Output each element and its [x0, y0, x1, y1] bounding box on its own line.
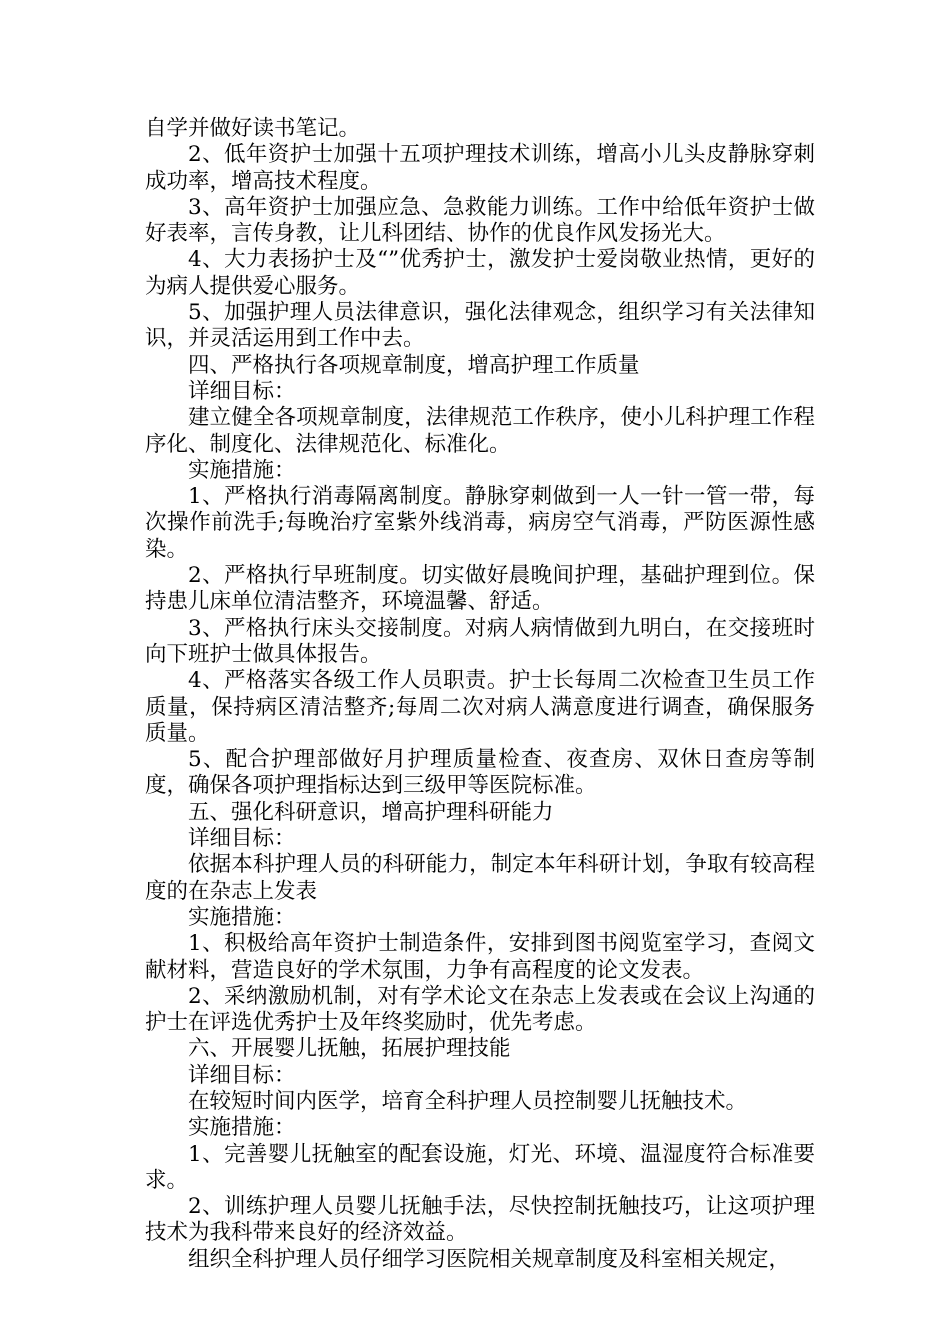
paragraph: 依据本科护理人员的科研能力，制定本年科研计划，争取有较高程度的在杂志上发表 — [145, 852, 815, 904]
subheading: 实施措施： — [188, 457, 296, 483]
paragraph: 4、大力表扬护士及“”优秀护士，激发护士爱岗敬业热情，更好的为病人提供爱心服务。 — [145, 247, 815, 299]
paragraph: 3、高年资护士加强应急、急救能力训练。工作中给低年资护士做好表率，言传身教，让儿科团结、协作的优良作风发扬光大。 — [145, 194, 815, 247]
paragraph: 4、严格落实各级工作人员职责。护士长每周二次检查卫生员工作质量，保持病区清洁整齐;每周二次对病人满意度进行调查，确保服务质量。 — [145, 668, 815, 746]
paragraph: 1、积极给高年资护士制造条件，安排到图书阅览室学习，查阅文献材料，营造良好的学术氛围，力争有高程度的论文发表。 — [145, 931, 815, 983]
paragraph: 5、配合护理部做好月护理质量检查、夜查房、双休日查房等制度，确保各项护理指标达到三级甲等医院标准。 — [145, 747, 815, 799]
paragraph: 1、完善婴儿抚触室的配套设施，灯光、环境、温湿度符合标准要求。 — [145, 1141, 815, 1193]
paragraph: 组织全科护理人员仔细学习医院相关规章制度及科室相关规定， — [188, 1246, 791, 1272]
paragraph: 5、加强护理人员法律意识，强化法律观念，组织学习有关法律知识，并灵活运用到工作中去。 — [145, 300, 815, 352]
subheading: 实施措施： — [188, 1115, 296, 1141]
paragraph: 在较短时间内医学，培育全科护理人员控制婴儿抚触技术。 — [188, 1088, 748, 1114]
paragraph: 2、低年资护士加强十五项护理技术训练，增高小儿头皮静脉穿刺成功率，增高技术程度。 — [145, 142, 815, 194]
paragraph: 3、严格执行床头交接制度。对病人病情做到九明白，在交接班时向下班护士做具体报告。 — [145, 615, 815, 667]
subheading: 实施措施： — [188, 904, 296, 930]
paragraph: 建立健全各项规章制度，法律规范工作秩序，使小儿科护理工作程序化、制度化、法律规范化、标准化。 — [145, 405, 815, 457]
section-heading: 五、强化科研意识，增高护理科研能力 — [188, 799, 554, 825]
paragraph: 2、训练护理人员婴儿抚触手法，尽快控制抚触技巧，让这项护理技术为我科带来良好的经济效益。 — [145, 1194, 815, 1246]
subheading: 详细目标： — [188, 826, 296, 852]
subheading: 详细目标： — [188, 1062, 296, 1088]
paragraph: 1、严格执行消毒隔离制度。静脉穿刺做到一人一针一管一带，每次操作前洗手;每晚治疗室紫外线消毒，病房空气消毒，严防医源性感染。 — [145, 484, 815, 562]
paragraph: 2、采纳激励机制，对有学术论文在杂志上发表或在会议上沟通的护士在评选优秀护士及年终奖励时，优先考虑。 — [145, 983, 815, 1036]
document-body — [145, 116, 815, 1273]
paragraph: 自学并做好读书笔记。 — [145, 116, 361, 141]
section-heading: 四、严格执行各项规章制度，增高护理工作质量 — [188, 352, 640, 378]
paragraph: 2、严格执行早班制度。切实做好晨晚间护理，基础护理到位。保持患儿床单位清洁整齐，环境温馨、舒适。 — [145, 563, 815, 615]
subheading: 详细目标： — [188, 378, 296, 404]
section-heading: 六、开展婴儿抚触，拓展护理技能 — [188, 1036, 511, 1062]
